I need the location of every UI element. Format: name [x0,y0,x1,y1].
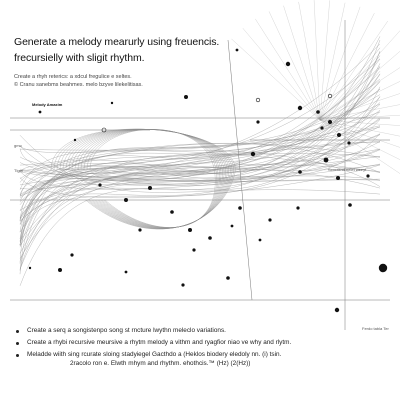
melody-node [98,183,101,186]
melody-node [58,268,62,272]
melody-node [39,111,42,114]
melody-node [366,174,369,177]
melody-node [335,308,339,312]
melody-node [192,248,195,251]
melody-node [316,110,320,114]
melody-node [125,271,128,274]
label-top-left: Melody Amaxim [32,102,63,107]
hollow-node [328,94,332,98]
label-left-low: Tlgm [14,168,23,173]
footer-note: 2racolo ron e. Elwth mhym and rhythm. ehothcis.™ (Hz) (2(Hz)) [70,360,251,367]
list-item: Create a rhybi recursive meursive a rhytm melody a vithm and ryagfior niao ve why and rlytm. [16,337,336,349]
melody-node [379,264,387,272]
melody-node [29,267,31,269]
melody-node [298,106,302,110]
melody-node [226,276,230,280]
melody-curve [20,36,380,261]
subtitle-line-1: Create a rhyh reterics: a xdcul fregulice e xeltes. [14,74,132,80]
ray-line [320,13,374,120]
subtitle [14,74,214,89]
melody-node [231,225,234,228]
melody-node [336,176,340,180]
ray-line [320,113,400,120]
list-item: Meladde wiith sing rcurate sloing stadyiegel Gacthdo a (Heklos biodery eledoly nn. (i) tsin. [16,349,336,361]
melody-node [296,206,299,209]
melody-node [320,126,323,129]
melody-node [148,186,152,190]
title-line-1: Generate a melody mearurly using freuencis. [14,36,220,48]
subtitle-line-2: © Cranu sanebms beahmes. melo bzyve lilekelitisas. [14,81,143,88]
ray-line [243,28,320,120]
bullet-icon [16,342,19,345]
melody-node [181,283,184,286]
page-title [14,34,244,66]
title-line-2: frecursielly with sligit rhythm. [14,52,145,64]
bullet-icon [16,330,19,333]
melody-node [298,170,302,174]
melody-curve [20,79,380,246]
ray-line [320,0,330,120]
label-bottom-right: Ferdo tabla Ter [362,326,389,331]
bullet-icon [16,354,19,357]
melody-node [337,133,341,137]
melody-node [259,239,262,242]
melody-node [328,120,332,124]
melody-node [251,152,255,156]
melody-node [238,206,242,210]
ray-line [269,11,320,120]
ray-line [314,0,320,120]
melody-node [184,95,188,99]
melody-curve [20,163,380,182]
melody-node [70,253,73,256]
melody-node [347,141,350,144]
melody-node [170,210,174,214]
melody-node [188,228,192,232]
melody-node [324,158,329,163]
label-right-mid: Scocrend nelet weeyt [328,167,367,172]
melody-curve [20,71,380,263]
hollow-node [256,98,260,102]
melody-node [268,218,271,221]
ray-line [320,3,345,120]
bullet-list [16,325,336,361]
melody-curve [20,165,380,190]
label-left-mid: gmo [14,143,22,148]
melody-node [208,236,212,240]
list-item: Create a serq a songistenpo song st rncture lwythn meleclo variations. [16,325,336,337]
melody-node [348,203,352,207]
melody-node [286,62,290,66]
melody-node [124,198,128,202]
melody-node [74,139,76,141]
melody-node [138,228,141,231]
melody-node [111,102,113,104]
ray-line [320,7,360,120]
melody-node [256,120,259,123]
ray-line [299,2,320,120]
